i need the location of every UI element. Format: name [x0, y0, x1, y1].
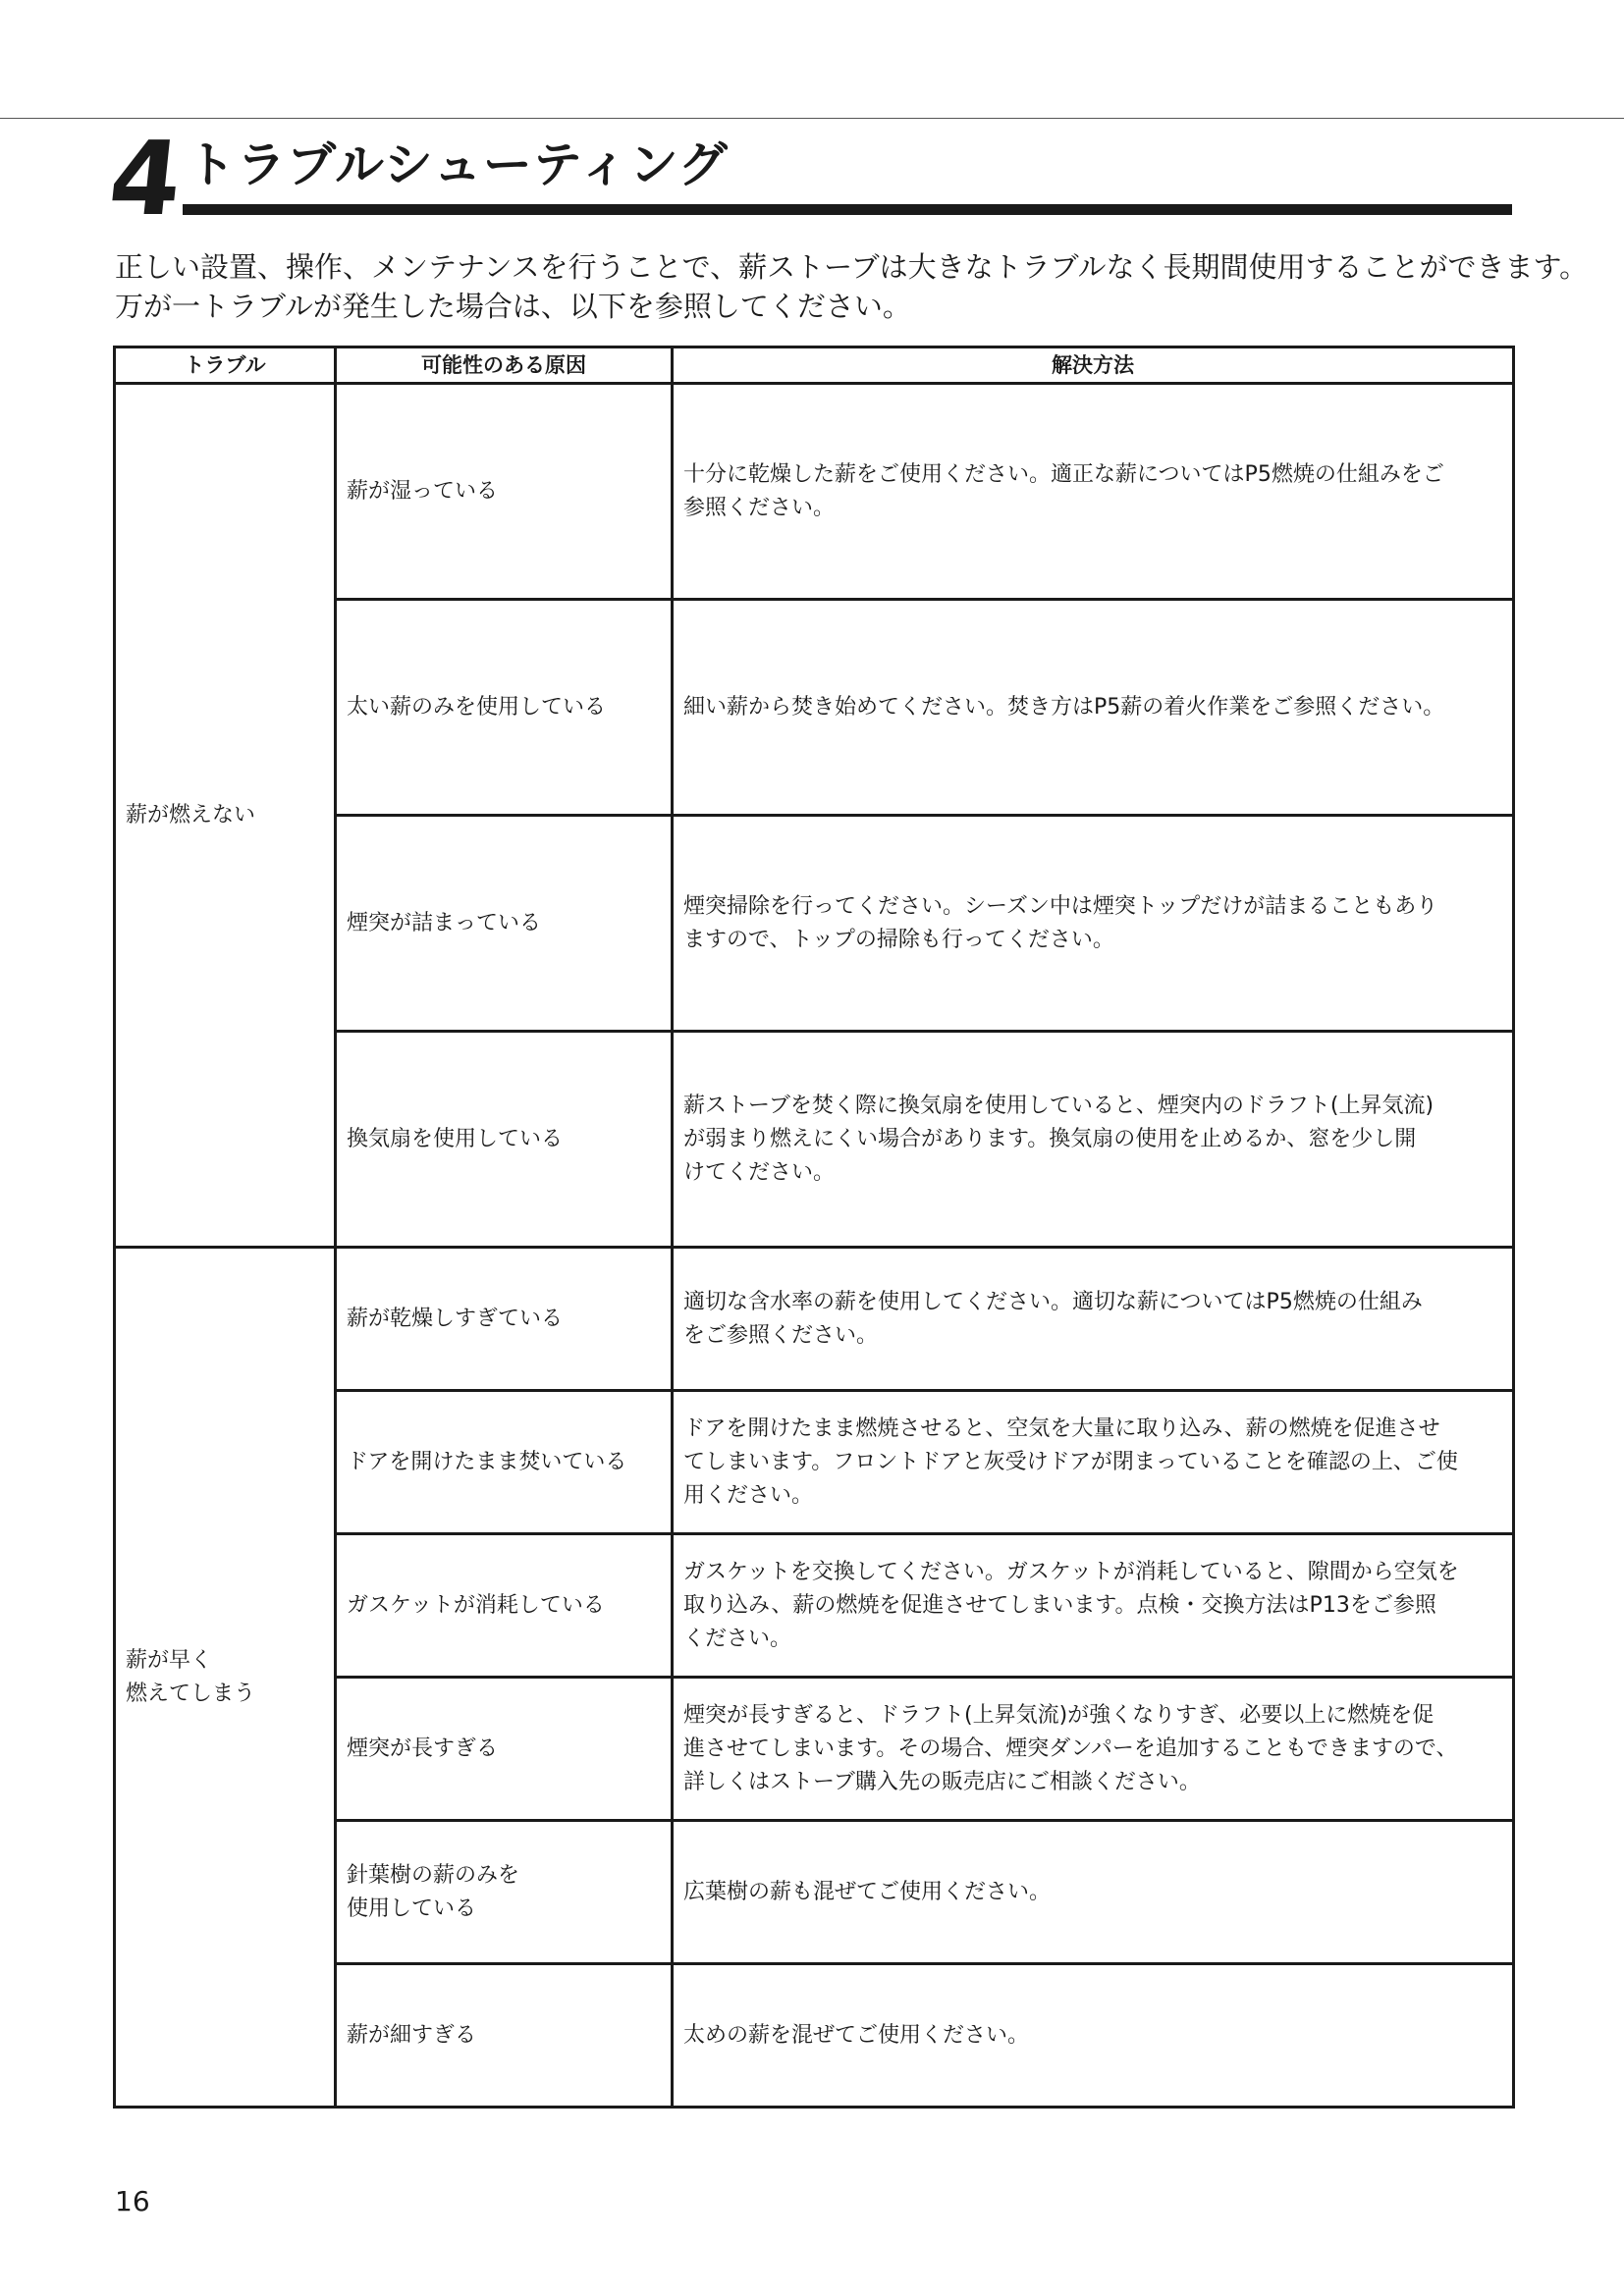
cause-text: 薪が細すぎる [347, 2022, 477, 2048]
troubleshooting-table [113, 346, 1515, 2109]
header-cause: 可能性のある原因 [336, 347, 673, 384]
intro-line: 万が一トラブルが発生した場合は、以下を参照してください。 [115, 290, 911, 323]
solution-text: ください。 [683, 1626, 792, 1651]
cause-text: 換気扇を使用している [347, 1126, 564, 1151]
solution-cell [673, 1678, 1514, 1821]
solution-cell [673, 1964, 1514, 2108]
chapter-number: 4 [103, 119, 182, 239]
solution-text: 煙突掃除を行ってください。シーズン中は煙突トップだけが詰まることもあり [683, 893, 1438, 919]
cause-cell [336, 1964, 673, 2108]
cause-text: 太い薪のみを使用している [347, 694, 607, 720]
table-row [115, 384, 1514, 600]
cause-text: 煙突が詰まっている [347, 910, 542, 935]
solution-text: 進させてしまいます。その場合、煙突ダンパーを追加することもできますので、 [683, 1735, 1458, 1761]
solution-text: 参照ください。 [683, 495, 836, 520]
solution-text: ますので、トップの掃除も行ってください。 [683, 927, 1114, 952]
top-rule [0, 118, 1624, 119]
trouble-text: 薪が早く [126, 1647, 213, 1673]
cause-cell [336, 1534, 673, 1678]
solution-text: 取り込み、薪の燃焼を促進させてしまいます。点検・交換方法はP13をご参照 [683, 1592, 1436, 1618]
solution-text: けてください。 [683, 1159, 836, 1185]
solution-text: 煙突が長すぎると、ドラフト(上昇気流)が強くなりすぎ、必要以上に燃焼を促 [683, 1702, 1435, 1728]
cause-text: 薪が乾燥しすぎている [347, 1306, 564, 1331]
solution-cell [673, 1534, 1514, 1678]
solution-text: ドアを開けたまま燃焼させると、空気を大量に取り込み、薪の燃焼を促進させ [683, 1415, 1440, 1441]
cause-cell [336, 816, 673, 1032]
table-header-row [115, 347, 1514, 384]
cause-cell [336, 600, 673, 816]
solution-cell [673, 1821, 1514, 1964]
header-solution: 解決方法 [673, 347, 1514, 384]
solution-text: ガスケットを交換してください。ガスケットが消耗していると、隙間から空気を [683, 1559, 1459, 1584]
solution-cell [673, 600, 1514, 816]
intro-paragraph [115, 247, 1589, 326]
solution-text: 適切な含水率の薪を使用してください。適切な薪についてはP5燃焼の仕組み [683, 1289, 1423, 1314]
solution-cell [673, 1248, 1514, 1391]
cause-text: 使用している [347, 1896, 477, 1921]
cause-text: ドアを開けたまま焚いている [347, 1449, 627, 1474]
solution-text: 細い薪から焚き始めてください。焚き方はP5薪の着火作業をご参照ください。 [683, 694, 1445, 720]
solution-text: 用ください。 [683, 1482, 814, 1508]
solution-text: をご参照ください。 [683, 1322, 879, 1348]
solution-text: 広葉樹の薪も混ぜてご使用ください。 [683, 1879, 1052, 1904]
table-row [115, 1248, 1514, 1391]
solution-text: 薪ストーブを焚く際に換気扇を使用していると、煙突内のドラフト(上昇気流) [683, 1093, 1435, 1118]
cause-cell [336, 384, 673, 600]
solution-cell [673, 1032, 1514, 1248]
cause-text: 薪が湿っている [347, 478, 499, 504]
trouble-text: 燃えてしまう [126, 1681, 256, 1706]
cause-cell [336, 1678, 673, 1821]
cause-cell [336, 1391, 673, 1534]
solution-cell [673, 384, 1514, 600]
solution-text: 十分に乾燥した薪をご使用ください。適正な薪についてはP5燃焼の仕組みをご [683, 461, 1444, 487]
cause-text: ガスケットが消耗している [347, 1592, 605, 1618]
cause-text: 煙突が長すぎる [347, 1735, 499, 1761]
cause-cell [336, 1821, 673, 1964]
solution-text: 詳しくはストーブ購入先の販売店にご相談ください。 [683, 1769, 1201, 1794]
header-trouble: トラブル [115, 347, 336, 384]
chapter-title: トラブルシューティング [187, 136, 729, 193]
page-number: 16 [115, 2185, 150, 2217]
title-rule [183, 204, 1512, 215]
solution-cell [673, 816, 1514, 1032]
cause-text: 針葉樹の薪のみを [347, 1862, 520, 1888]
solution-text: 太めの薪を混ぜてご使用ください。 [683, 2022, 1030, 2048]
intro-line: 正しい設置、操作、メンテナンスを行うことで、薪ストーブは大きなトラブルなく長期間使用することができます。 [115, 250, 1589, 284]
solution-text: てしまいます。フロントドアと灰受けドアが閉まっていることを確認の上、ご使 [683, 1449, 1458, 1474]
trouble-cell [115, 1248, 336, 2108]
solution-cell [673, 1391, 1514, 1534]
cause-cell [336, 1032, 673, 1248]
solution-text: が弱まり燃えにくい場合があります。換気扇の使用を止めるか、窓を少し開 [683, 1126, 1417, 1151]
trouble-text: 薪が燃えない [126, 802, 256, 828]
cause-cell [336, 1248, 673, 1391]
trouble-cell [115, 384, 336, 1248]
